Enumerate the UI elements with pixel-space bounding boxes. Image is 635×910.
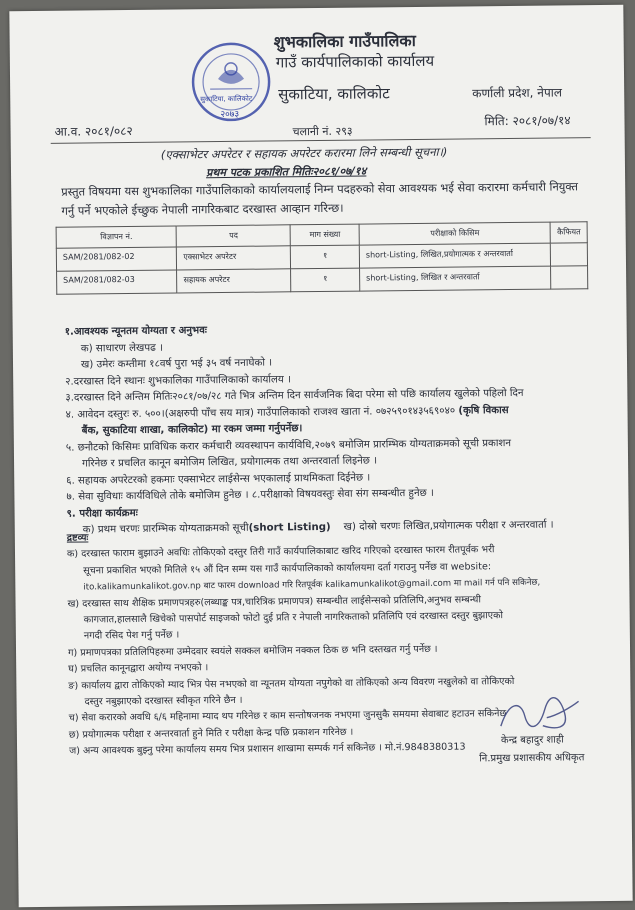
req-fee-bank: (कृषि विकास [458,404,509,417]
cell-post: सहायक अपरेटर [177,269,291,293]
req-facilities: ७. सेवा सुविधाः कार्यविधिले तोके बमोजिम हुनेछ । ८.परीक्षाको विषयवस्तुः सेवा संग सम्बन्धीत हुनेछ । [66,487,434,503]
col-header-quantity: माग संख्या [291,224,360,246]
document-date: मिति: २०८१/०७/१४ [484,113,571,129]
handwritten-signature [495,695,583,736]
req-application-place: २.दरखास्त दिने स्थानः शुभकालिका गाउँपालिकाको कार्यालय । [65,373,291,388]
note-item-contact: ज) अन्य आवश्यक बुझ्नु परेमा कार्यालय समय भित्र प्रशासन शाखामा सम्पर्क गर्न सकिनेछ । मो.नं.9848380313 [69,741,466,757]
col-header-exam-type: परीक्षाको किसिम [359,222,551,245]
note-item: घ) प्रचलित कानूनद्वारा अयोग्य नभएको । [68,662,209,675]
req-short-listing: (short Listing) [248,521,331,534]
cell-remarks [551,243,588,266]
note-item: ङ) कार्यालय द्वारा तोकिएको म्याद भित्र पेस नभएको वा न्यूनतम योग्यता नपुगेको वा तोकिएको अन्य विवरण नखुलेको वा तोकिएको [68,675,515,692]
req-exam-stage-1: क) प्रथम चरणः प्रारम्भिक योग्यताक्रमको सूची [82,522,249,536]
requirements-section [65,319,607,539]
note-item: सूचना प्रकाशित भएको मितिले १५ औं दिन सम्म यस गाउँ कार्यपालिकाको कार्यालयमा दर्ता गराउनु पर्नेछ वा website: [83,561,492,577]
col-header-remarks: कैफियत [550,222,587,243]
note-item: क) दरखास्त फाराम बुझाउने अवधिः तोकिएको दस्तुर तिरी गाउँ कार्यपालिकाबाट खरिद गरिएको दरखास्त फारम रीतपूर्वक भरी [66,544,495,561]
cell-remarks [551,266,588,289]
cell-post: एक्साभेटर अपरेटर [177,246,291,270]
note-item: नगदी रसिद पेश गर्नु पर्नेछ । [83,629,180,642]
req-age: ख) उमेरः कम्तीमा १८वर्ष पुरा भई ३५ वर्ष ननाघेको । [80,357,273,371]
province-label: कर्णाली प्रदेश, नेपाल [472,85,563,101]
cell-ad-no: SAM/2081/082-02 [56,247,177,271]
req-selection-type: ५. छनौटको किसिमः प्राविधिक करार कर्मचारी व्यवस्थापन कार्यविधि,२०७९ बमोजिम प्रारम्भिक योग्यताक्रमको सूची प्रकाशन [65,437,512,454]
table-row [57,266,588,295]
cell-quantity: १ [291,268,360,292]
req-exam-program: ९. परीक्षा कार्यक्रमः [66,507,138,520]
intro-paragraph: प्रस्तुत विषयमा यस शुभकालिका गाउँपालिकाको कार्यालयलाई निम्न पदहरुको सेवा आवश्यक भई सेवा करारमा कर्मचारी नियुक्त गर्नु पर्ने भएकोले ईच्छुक नेपाली नागरिकबाट दरखास्त आव्हान गरिन्छ। [61,179,579,218]
req-fee-text: ४. आवेदन दस्तुरः रु. ५००।(अक्षरुपी पाँच सय मात्र) गाउँपालिकाको राजश्व खाता नं. ०७२५९०१४३५६९०४० [65,405,459,421]
note-item: च) सेवा करारको अवधि ६/६ महिनामा म्याद थप गरिनेछ र काम सन्तोषजनक नभएमा जुनसुकै समयमा सेवाबाट हटाउन सकिनेछ [68,708,507,725]
col-header-post: पद [176,225,290,247]
notes-title: द्रष्टव्यः [66,532,89,544]
municipality-seal-stamp [188,38,275,125]
note-item-website: ito.kalikamunkalikot.gov.np बाट फारम download गरि रितपूर्वक kalikamunkalikot@gmail.com मा mail गर्न पनि सकिनेछ, [83,577,541,593]
note-item: ख) दरखास्त साथ शैक्षिक प्रमाणपत्रहरु(लब्धाङ्क पत्र,चारित्रिक प्रमाणपत्र) सम्बन्धीत लाईसेन्सको प्रतिलिपि,अनुभव सम्बन्धी [67,593,481,610]
req-exam-stage-2: ख) दोस्रो चरणः लिखित,प्रयोगात्मक परीक्षा र अन्तरवार्ता । [343,519,554,533]
cell-exam-type: short-Listing, लिखित र अन्तरवार्ता [360,266,552,291]
req-selection-cont: गरिनेछ र प्रचलित कानून बमोजिम लिखित, प्रयोगात्मक तथा अन्तरवार्ता लिइनेछ । [82,455,378,470]
req-assistant-priority: ६. सहायक अपरेटरको हकमाः एक्साभेटर लाईसेन्स भएकालाई प्राथमिकता दिईनेछ । [66,471,371,487]
seal-text: सुकाटिया, कालिकोट [200,94,253,104]
req-qualification-title: १.आवश्यक न्यूनतम योग्यता र अनुभवः [64,325,207,338]
note-item: कागजात,हालसालै खिचेको पासपोर्ट साइजको फोटो दुई प्रति र नेपाली नागरिकताको प्रतिलिपि एवं दरखास्त दस्तुर बुझाएको [83,610,503,626]
cell-exam-type: short-Listing, लिखित,प्रयोगात्मक र अन्तरवार्ता [359,243,551,268]
cell-ad-no: SAM/2081/082-03 [57,270,178,294]
notice-document [9,5,632,907]
publication-date: प्रथम पटक प्रकाशित मितिः२०८१/०७/१४ [205,164,367,180]
note-item: छ) प्रयोगात्मक परीक्षा र अन्तरवार्ता हुने मिति र परीक्षा केन्द्र पछि प्रकाशन गरिनेछ । [68,726,354,741]
req-deadline: ३.दरखास्त दिने अन्तिम मितिः२०८१/०७/२८ गते भित्र अन्तिम दिन सार्वजनिक बिदा परेमा सो पछि कार्यालय खुलेको पहिलो दिन [65,387,524,404]
req-literacy: क) साधारण लेखपढ । [80,342,164,355]
note-item: ग) प्रमाणपत्रका प्रतिलिपिहरुमा उम्मेदवार स्वयंले सक्कल बमोजिम नक्कल ठिक छ भनि दस्तखत गर्नु पर्नेछ । [67,643,438,659]
office-name: गाउँ कार्यपालिकाको कार्यालय [275,51,435,72]
col-header-ad-no: विज्ञापन नं. [56,226,177,248]
signatory-name: केन्द्र बहादुर शाही [500,734,564,747]
dispatch-number: चलानी नं. २९३ [292,124,353,139]
office-address: सुकाटिया, कालिकोट [278,84,390,104]
req-fee-bank-cont: बैंक, सुकाटिया शाखा, कालिकोट) मा रकम जम्मा गर्नुपर्नेछ। [81,423,303,437]
note-item: दस्तुर नबुझाएको दरखास्त स्वीकृत गरिने छैन । [84,694,243,708]
fiscal-year: आ.व. २०८१/०८२ [54,123,133,139]
signatory-designation: नि.प्रमुख प्रशासकीय अधिकृत [479,752,585,765]
vacancy-table [56,221,589,295]
notice-subject: (एक्साभेटर अपरेटर र सहायक अपरेटर करारमा लिने सम्बन्धी सूचना।) [160,144,448,162]
seal-year: २०७३ [220,109,240,121]
cell-quantity: १ [291,245,360,269]
municipality-name: शुभकालिका गाउँपालिका [273,30,416,52]
